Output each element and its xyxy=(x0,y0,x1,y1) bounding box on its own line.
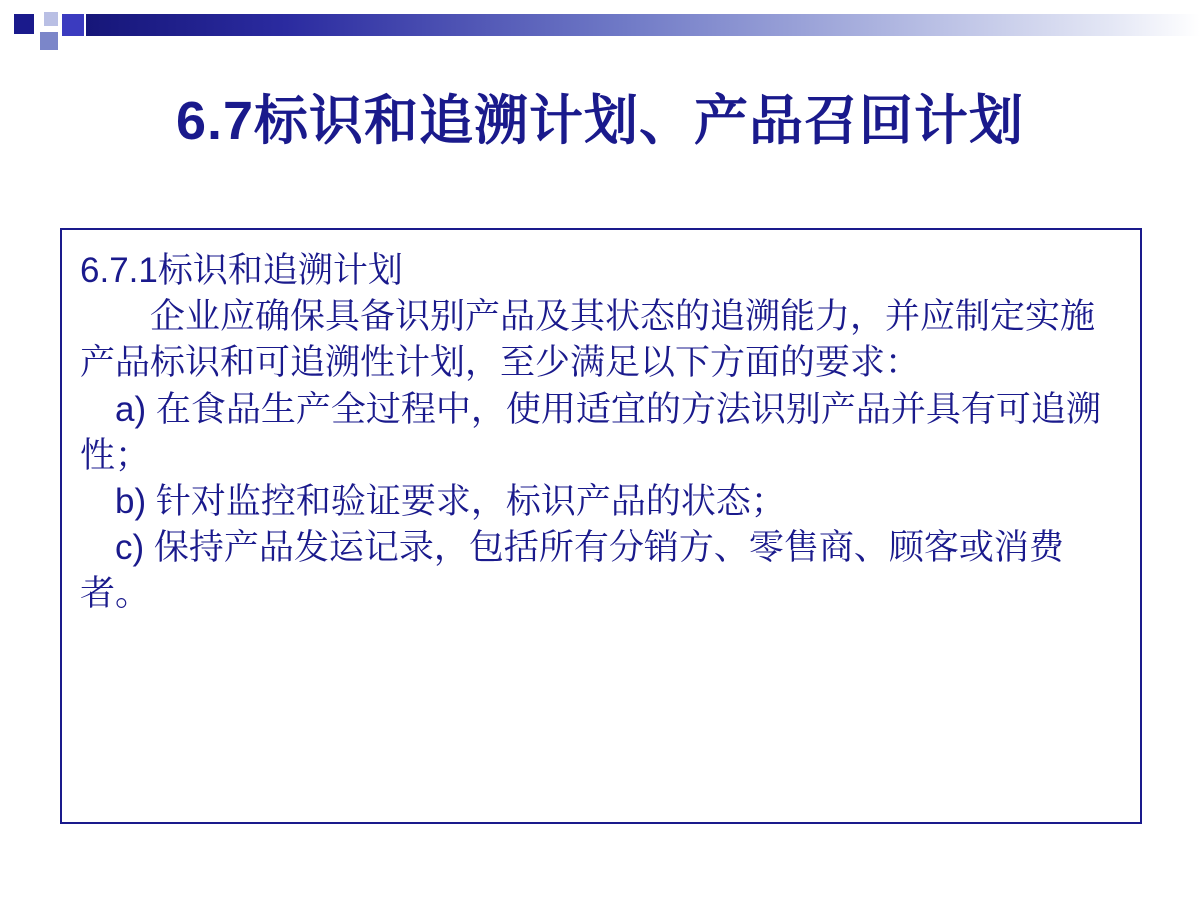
content-box xyxy=(60,228,1142,824)
gradient-bar xyxy=(86,14,1200,36)
paragraph-item-a: a) 在食品生产全过程中，使用适宜的方法识别产品并具有可追溯性； xyxy=(80,389,1101,475)
decoration-square-4 xyxy=(44,12,58,26)
content-text xyxy=(80,248,1122,618)
section-heading: 6.7.1标识和追溯计划 xyxy=(80,251,403,290)
decoration-square-3 xyxy=(62,14,84,36)
decoration-square-1 xyxy=(14,14,34,34)
paragraph-intro: 企业应确保具备识别产品及其状态的追溯能力，并应制定实施产品标识和可追溯性计划，至少满足以下方面的要求： xyxy=(80,297,1096,383)
paragraph-item-b: b) 针对监控和验证要求，标识产品的状态； xyxy=(115,481,786,521)
decoration-square-2 xyxy=(40,32,58,50)
slide-title: 6.7标识和追溯计划、产品召回计划 xyxy=(175,91,1025,151)
header-decoration xyxy=(0,0,1200,62)
paragraph-item-c: c) 保持产品发运记录，包括所有分销方、零售商、顾客或消费者。 xyxy=(80,528,1064,614)
